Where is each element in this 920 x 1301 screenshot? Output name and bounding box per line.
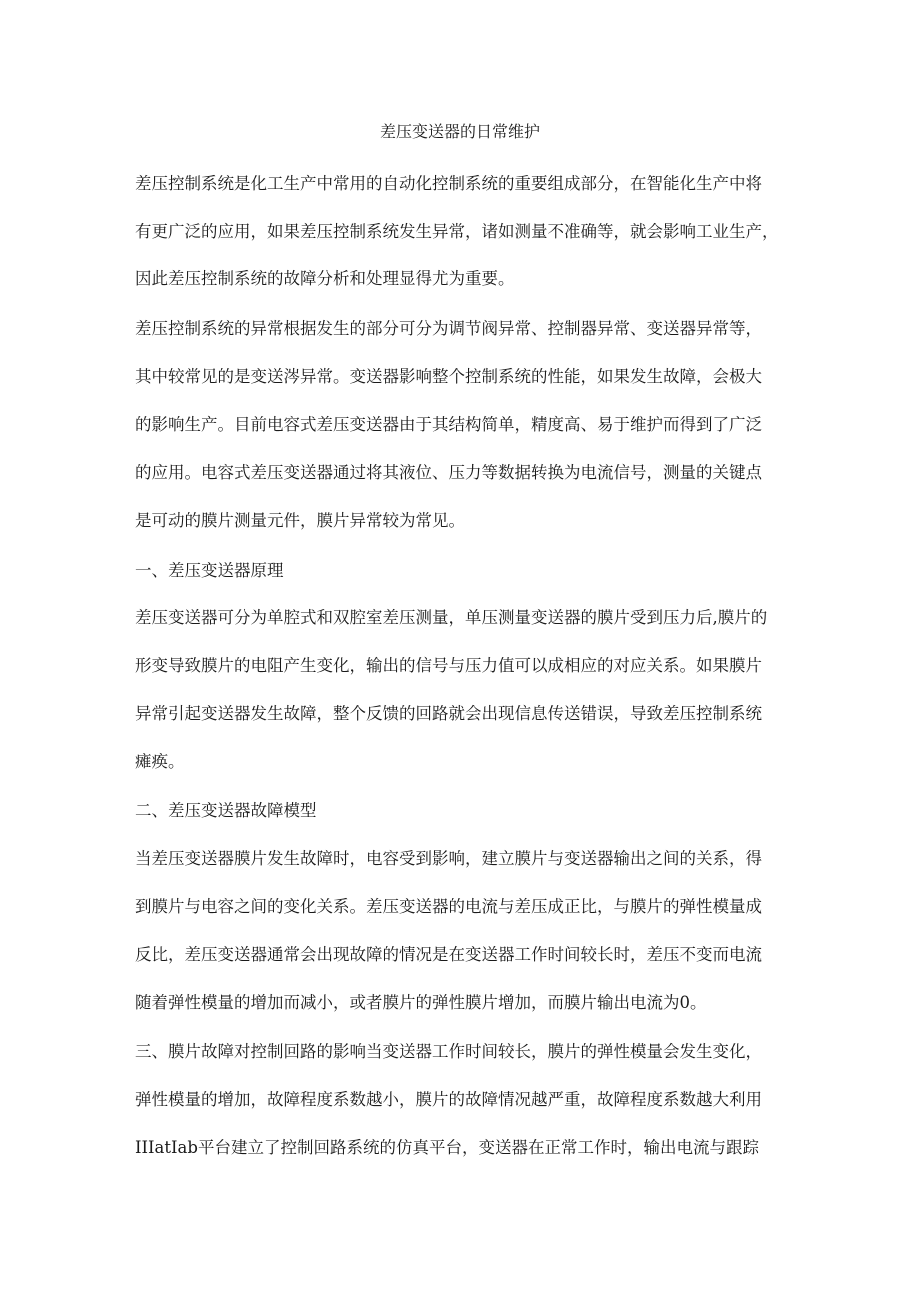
document-title: 差压变送器的日常维护 <box>379 122 540 141</box>
paragraph-5-line-3: IIIatIab平台建立了控制回路系统的仿真平台，变送器在正常工作时，输出电流与跟踪 <box>135 1138 759 1157</box>
paragraph-5-line-2: 弹性模量的增加，故障程度系数越小，膜片的故障情况越严重，故障程度系数越大利用 <box>135 1090 762 1109</box>
paragraph-2-line-3: 的影响生产。目前电容式差压变送器由于其结构简单，精度高、易于维护而得到了广泛 <box>135 415 762 434</box>
section-heading-3-line-1: 三、膜片故障对控制回路的影响当变送器工作时间较长，膜片的弹性模量会发生变化， <box>135 1042 762 1061</box>
paragraph-2-line-2: 其中较常见的是变送涔异常。变送器影响整个控制系统的性能，如果发生故障，会极大 <box>135 367 762 386</box>
paragraph-4-line-3: 反比，差压变送器通常会出现故障的情况是在变送器工作时间较长时，差压不变而电流 <box>135 945 762 964</box>
paragraph-1-line-2: 有更广泛的应用，如果差压控制系统发生异常，诸如测量不准确等，就会影响工业生产， <box>135 222 779 241</box>
section-heading-2: 二、差压变送器故障模型 <box>135 801 317 820</box>
paragraph-4-line-2: 到膜片与电容之间的变化关系。差压变送器的电流与差压成正比，与膜片的弹性模量成 <box>135 897 762 916</box>
paragraph-4-line-4: 随着弹性模量的增加而减小，或者膜片的弹性膜片增加，而膜片输出电流为0。 <box>135 993 707 1012</box>
paragraph-2-line-5: 是可动的膜片测量元件，膜片异常较为常见。 <box>135 511 465 530</box>
paragraph-3-line-2: 形变导致膜片的电阻产生变化，输出的信号与压力值可以成相应的对应关系。如果膜片 <box>135 656 762 675</box>
paragraph-3-line-4: 瘫痪。 <box>135 752 185 771</box>
paragraph-2-line-1: 差压控制系统的异常根据发生的部分可分为调节阀异常、控制器异常、变送器异常等， <box>135 319 762 338</box>
paragraph-4-line-1: 当差压变送器膜片发生故障时，电容受到影响，建立膜片与变送器输出之间的关系，得 <box>135 849 762 868</box>
paragraph-2-line-4: 的应用。电容式差压变送器通过将其液位、压力等数据转换为电流信号，测量的关键点 <box>135 463 762 482</box>
paragraph-3-line-1: 差压变送器可分为单腔式和双腔室差压测量，单压测量变送器的膜片受到压力后,膜片的 <box>135 608 768 627</box>
paragraph-1-line-1: 差压控制系统是化工生产中常用的自动化控制系统的重要组成部分，在智能化生产中将 <box>135 174 762 193</box>
paragraph-3-line-3: 异常引起变送器发生故障，整个反馈的回路就会出现信息传送错误，导致差压控制系统 <box>135 704 762 723</box>
section-heading-1: 一、差压变送器原理 <box>135 561 284 580</box>
paragraph-1-line-3: 因此差压控制系统的故障分析和处理显得尤为重要。 <box>135 269 515 288</box>
